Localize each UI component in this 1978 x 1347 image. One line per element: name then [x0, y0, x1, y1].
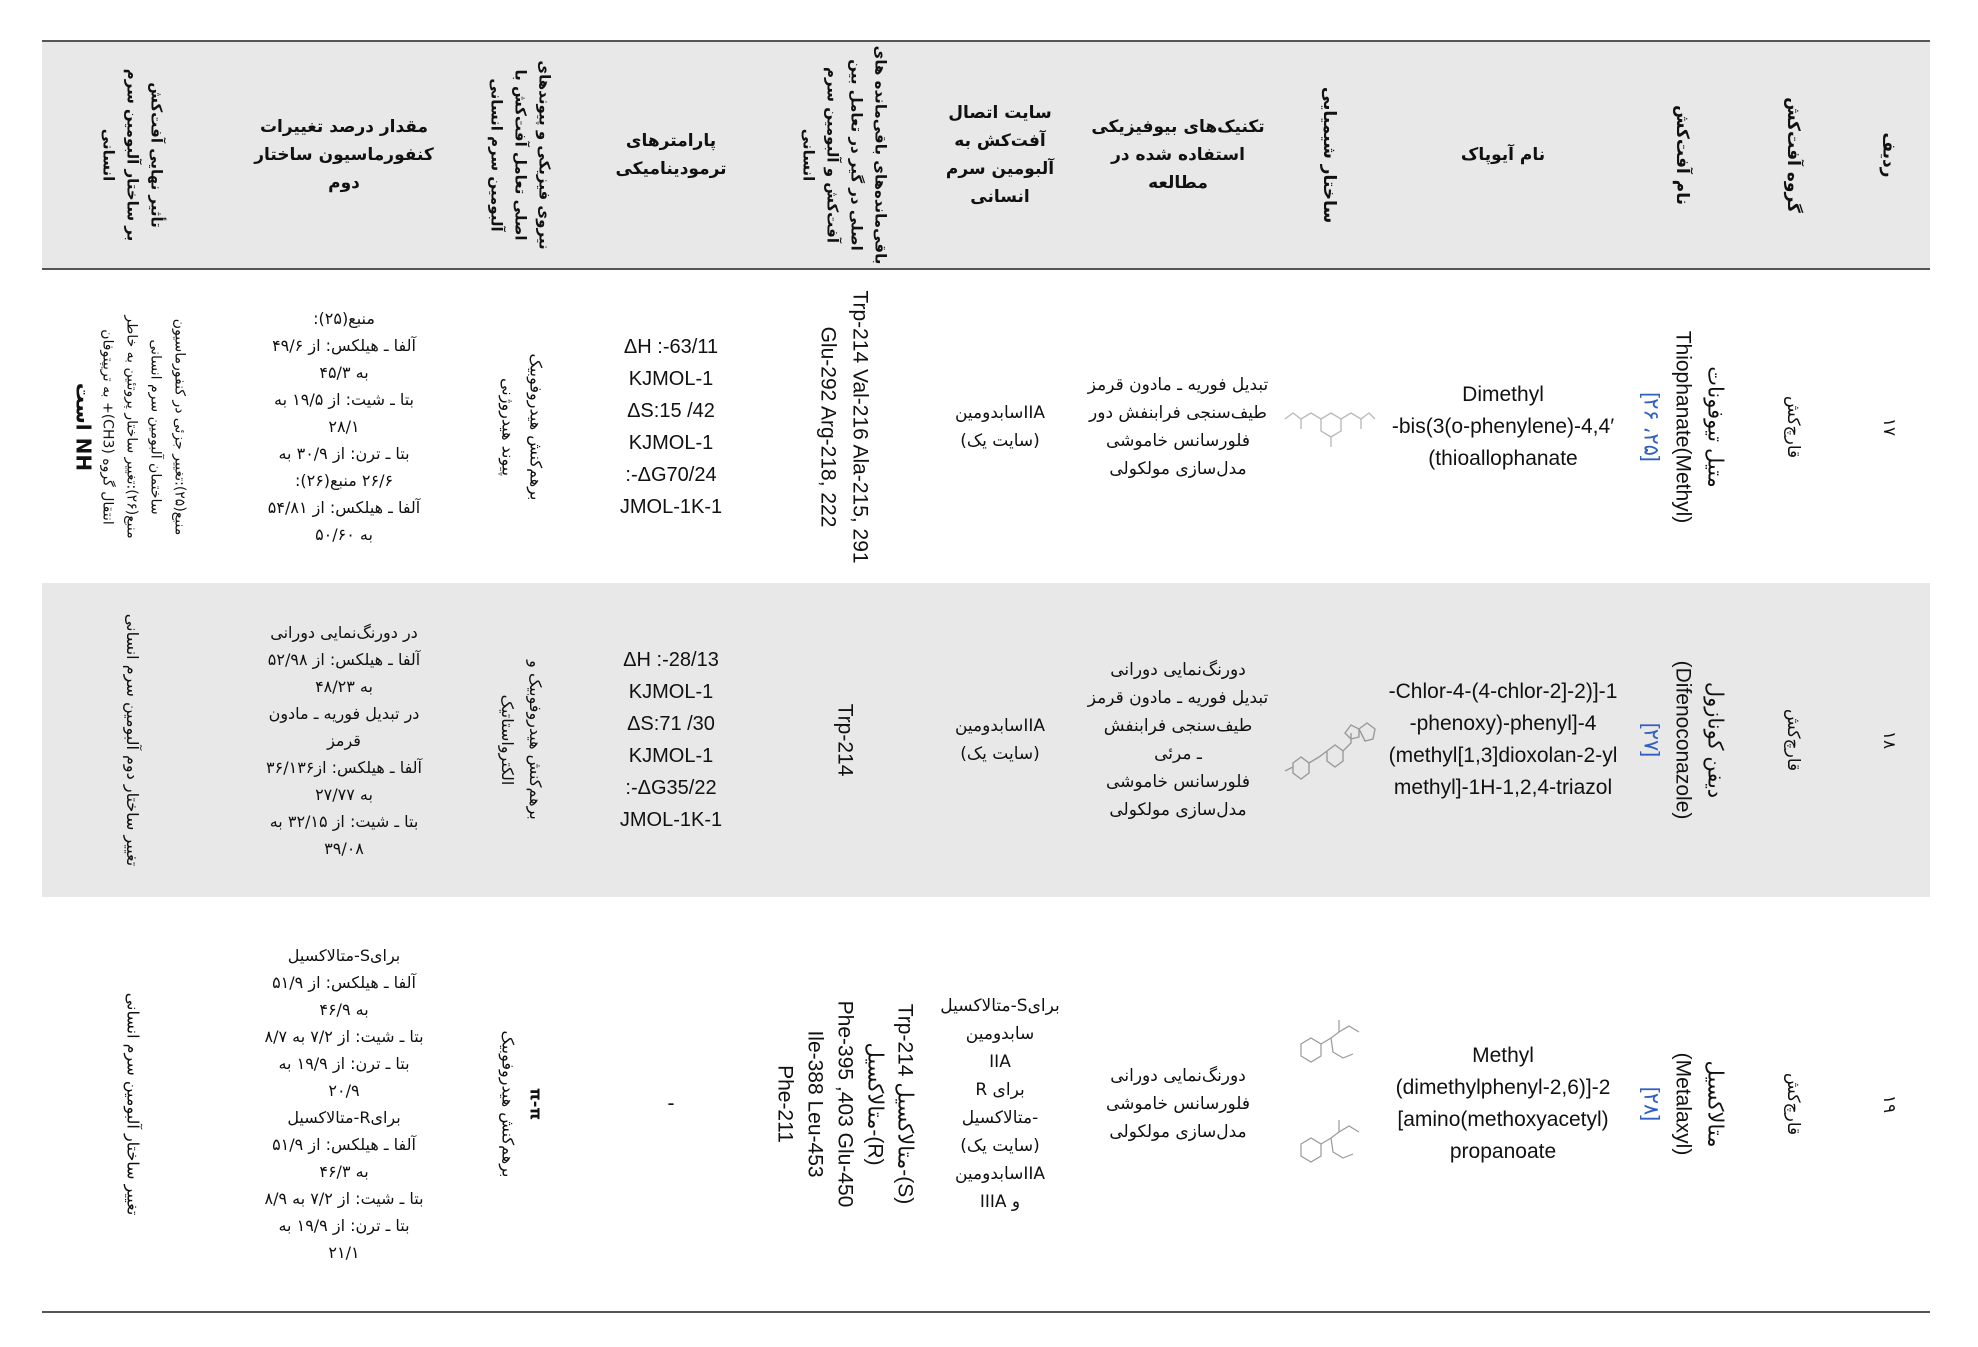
header-group: گروه آفت‌کش: [1782, 97, 1803, 213]
techniques: تبدیل فوریه ـ مادون قرمز طیف‌سنجی فرابنفش دور فلورسانس خاموشی مدل‌سازی مولکولی: [1087, 374, 1269, 479]
pesticide-name: دیفن کونازول (Difenoconazole) [۲۷]: [1626, 583, 1738, 897]
header-secondary-structure: مقدار درصد تغییرات کنفورماسیون ساختار دوم: [254, 117, 434, 193]
table-header-row: [42, 41, 1930, 269]
techniques: دورنگ‌نمایی دورانی فلورسانس خاموشی مدل‌سازی مولکولی: [1106, 1066, 1250, 1142]
final-effect: منبع(۲۵):تغییر جزئی در کنفورماسیون ساختمان آلبومین سرم انسانی منبع(۲۶):تغییر ساختار پروتئین به خاطر انتقال گروه (CH3)+ به تریپتوفان NH است: [71, 314, 188, 539]
final-effect: تغییر ساختار دوم آلبومین سرم انسانی: [122, 613, 142, 867]
pesticide-name: متالاکسیل (Metalaxyl) [۲۸]: [1626, 897, 1738, 1312]
iupac-name: 1-[(2-[2-Chlor-4-(4-chlor- phenoxy)-phenyl]-4- methyl[1,3]dioxolan-2-yl) methyl]-1H-1,2,4-triazol: [1388, 680, 1618, 799]
interaction-forces: برهم‌کنش هیدروفوبیک و الکترواستاتیک: [498, 660, 545, 820]
residues: (S)-متالاکسیل Trp-214 (R)-متالاکسیل Phe-395 ,403 Glu-450 Ile-388 Leu-453 Phe-211: [773, 1000, 916, 1208]
chemical-structure: [1278, 897, 1380, 1312]
thermodynamic-params: 63/11-: ΔH KJMOL-1 ΔS:15 /42 KJMOL-1 ΔG70/24-: JMOL-1K-1: [619, 335, 723, 518]
header-forces: نیروی فیزیکی و پیوندهای اصلی تعامل آفت‌کش با آلبومین سرم انسانی: [487, 60, 554, 250]
binding-site: IIAسابدومین (سایت یک): [954, 716, 1046, 764]
iupac-name: Dimethyl 4,4′-(o-phenylene)bis(3- thioallophanate): [1391, 382, 1615, 470]
techniques: دورنگ‌نمایی دورانی تبدیل فوریه ـ مادون قرمز طیف‌سنجی فرابنفش ـ مرئی فلورسانس خاموشی مدل‌سازی مولکولی: [1087, 660, 1269, 820]
residues: Trp-214: [833, 703, 857, 777]
row-number: ۱۷: [1879, 417, 1900, 436]
header-iupac: نام آیوپاک: [1460, 145, 1546, 165]
table-row: [42, 897, 1930, 1312]
binding-site: برایS-متالاکسیل سابدومین IIA برای R -متالاکسیل (سایت یک) IIAسابدومین و IIIA: [940, 996, 1060, 1212]
thermodynamic-params: -: [667, 1092, 675, 1115]
pesticide-group: قارچ‌کش: [1783, 1072, 1804, 1136]
molecule-structure-image: [1281, 397, 1377, 457]
pesticide-group: قارچ‌کش: [1783, 708, 1804, 772]
header-name: نام آفت‌کش: [1672, 104, 1692, 206]
header-residues: باقی‌مانده‌های باقی‌مانده های اصلی در گیر در تعامل بین آفت‌کش و آلبومین سرم انسانی: [798, 45, 889, 265]
citation-link[interactable]: [۲۷]: [1638, 722, 1662, 758]
citation-link[interactable]: [۲۵، ۲۶]: [1638, 391, 1662, 462]
iupac-name: Methyl 2-[(2,6-dimethylphenyl) (methoxyacetyl)amino] propanoate: [1395, 1044, 1611, 1163]
molecule-structure-image: [1281, 695, 1377, 785]
table-row: [42, 583, 1930, 897]
table-row: [42, 269, 1930, 583]
citation-link[interactable]: [۲۸]: [1639, 1086, 1663, 1122]
header-thermo: پارامترهای ترمودینامیکی: [615, 131, 727, 179]
final-effect: تغییر ساختار آلبومین سرم انسانی: [122, 992, 142, 1216]
pesticide-hsa-table: [42, 40, 1930, 1313]
header-techniques: تکنیک‌های بیوفیزیکی استفاده شده در مطالعه: [1091, 117, 1265, 193]
chemical-structure: [1278, 269, 1380, 583]
header-structure: ساختار شیمیایی: [1319, 86, 1339, 224]
header-binding-site: سایت اتصال آفت‌کش به آلبومین سرم انسانی: [945, 103, 1055, 207]
pesticide-name: متیل تیوفونات Thiophanate(Methyl) [۲۵، ۲۶]: [1626, 269, 1738, 583]
row-number: ۱۸: [1879, 730, 1900, 750]
secondary-structure-changes: برایS-متالاکسیل آلفا ـ هیلکس: از ۵۱/۹ به ۴۶/۹ بتا ـ شیت: از ۷/۲ به ۸/۷ بتا ـ ترن: از ۱۹/۹ به ۲۰/۹ برایR-متالاکسیل آلفا ـ هیلکس: از ۵۱/۹ به ۴۶/۳ بتا ـ شیت: از ۷/۲ به ۸/۹ بتا ـ ترن: از ۱۹/۹ به ۲۱/۱: [264, 946, 424, 1262]
chemical-structure: [1278, 583, 1380, 897]
thermodynamic-params: 28/13-: ΔH KJMOL-1 ΔS:71 /30 KJMOL-1 ΔG35/22-: JMOL-1K-1: [619, 649, 723, 831]
row-number: ۱۹: [1879, 1094, 1900, 1114]
header-row-number: ردیف: [1879, 132, 1900, 178]
residues: Trp-214 Val-216 Ala-215, 291 Glu-292 Arg-218, 222: [817, 289, 872, 564]
interaction-forces: π-π برهم‌کنش هیدروفوبیک: [498, 1030, 545, 1178]
pesticide-group: قارچ‌کش: [1783, 395, 1804, 458]
secondary-structure-changes: منبع(۲۵): آلفا ـ هیلکس: از ۴۹/۶ به ۴۵/۳ بتا ـ شیت: از ۱۹/۵ به ۲۸/۱ بتا ـ ترن: از ۳۰/۹ به ۲۶/۶ منبع(۲۶): آلفا ـ هیلکس: از ۵۴/۸۱ به ۵۰/۶۰: [267, 309, 421, 544]
interaction-forces: برهم‌کنش هیدروفوبیک پیوند هیدروژنی: [498, 353, 545, 500]
secondary-structure-changes: در دورنگ‌نمایی دورانی آلفا ـ هیلکس: از ۵۲/۹۸ به ۴۸/۲۳ در تبدیل فوریه ـ مادون قرمز آلفا ـ هیلکس: از۳۶/۱۳۶ به ۲۷/۷۷ بتا ـ شیت: از ۳۲/۱۵ به ۳۹/۰۸: [266, 622, 422, 858]
binding-site: IIAسابدومین (سایت یک): [954, 402, 1046, 451]
molecule-structure-image: [1281, 1004, 1377, 1204]
header-effect: تأثیر نهایی آفت‌کش بر ساختار آلبومین سرم انسانی: [99, 68, 165, 242]
